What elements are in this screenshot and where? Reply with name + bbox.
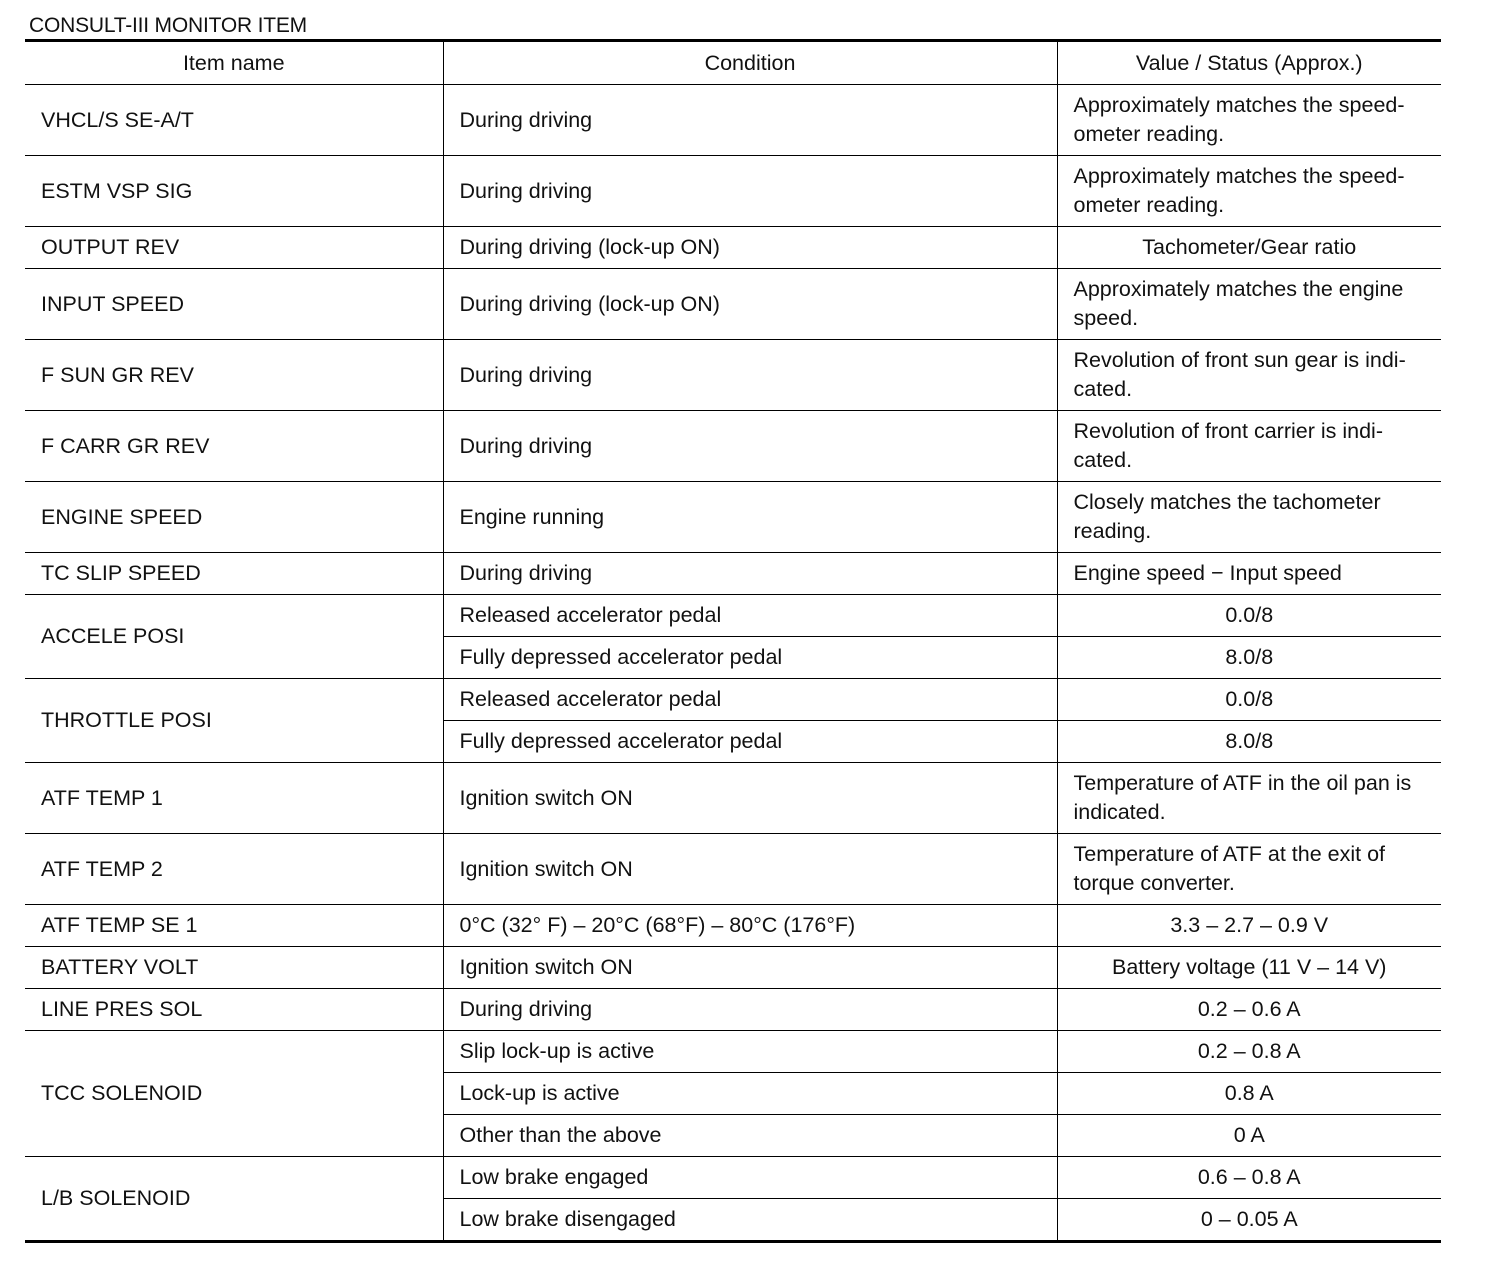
- column-header-value-status: Value / Status (Approx.): [1057, 41, 1441, 85]
- table-row: [25, 1031, 1441, 1073]
- item-name-cell: F SUN GR REV: [25, 340, 443, 411]
- value-cell: 0.6 – 0.8 A: [1057, 1157, 1441, 1199]
- condition-cell: Fully depressed accelerator pedal: [443, 637, 1057, 679]
- item-name-cell: LINE PRES SOL: [25, 989, 443, 1031]
- item-name-cell: TC SLIP SPEED: [25, 553, 443, 595]
- condition-cell: During driving: [443, 553, 1057, 595]
- value-cell: Tachometer/Gear ratio: [1057, 227, 1441, 269]
- item-name-cell: ATF TEMP 2: [25, 834, 443, 905]
- item-name-cell: ESTM VSP SIG: [25, 156, 443, 227]
- table-row: [25, 905, 1441, 947]
- item-name-cell: ATF TEMP SE 1: [25, 905, 443, 947]
- condition-cell: During driving (lock-up ON): [443, 227, 1057, 269]
- value-cell: Approximately matches the speed-ometer reading.: [1057, 85, 1441, 156]
- value-cell: Revolution of front carrier is indi-cated.: [1057, 411, 1441, 482]
- value-cell: Temperature of ATF at the exit of torque converter.: [1057, 834, 1441, 905]
- condition-cell: Ignition switch ON: [443, 947, 1057, 989]
- value-cell: 0.0/8: [1057, 595, 1441, 637]
- condition-cell: During driving: [443, 989, 1057, 1031]
- column-header-item-name: Item name: [25, 41, 443, 85]
- condition-cell: During driving: [443, 156, 1057, 227]
- condition-cell: Ignition switch ON: [443, 763, 1057, 834]
- condition-cell: Low brake engaged: [443, 1157, 1057, 1199]
- table-row: [25, 1157, 1441, 1199]
- value-cell: 0 – 0.05 A: [1057, 1199, 1441, 1242]
- table-row: [25, 553, 1441, 595]
- table-row: [25, 85, 1441, 156]
- value-cell: Closely matches the tachometer reading.: [1057, 482, 1441, 553]
- condition-cell: During driving: [443, 85, 1057, 156]
- item-name-cell: L/B SOLENOID: [25, 1157, 443, 1242]
- value-cell: 0 A: [1057, 1115, 1441, 1157]
- condition-cell: Ignition switch ON: [443, 834, 1057, 905]
- column-header-condition: Condition: [443, 41, 1057, 85]
- condition-cell: Low brake disengaged: [443, 1199, 1057, 1242]
- item-name-cell: OUTPUT REV: [25, 227, 443, 269]
- value-cell: 0.0/8: [1057, 679, 1441, 721]
- monitor-item-table: [25, 39, 1441, 1243]
- value-cell: Approximately matches the speed-ometer reading.: [1057, 156, 1441, 227]
- condition-cell: During driving: [443, 340, 1057, 411]
- condition-cell: Slip lock-up is active: [443, 1031, 1057, 1073]
- document-title: CONSULT-III MONITOR ITEM: [29, 14, 307, 37]
- condition-cell: During driving: [443, 411, 1057, 482]
- table-row: [25, 482, 1441, 553]
- item-name-cell: ATF TEMP 1: [25, 763, 443, 834]
- condition-cell: Lock-up is active: [443, 1073, 1057, 1115]
- table-row: [25, 411, 1441, 482]
- table-row: [25, 834, 1441, 905]
- item-name-cell: TCC SOLENOID: [25, 1031, 443, 1157]
- value-cell: Revolution of front sun gear is indi-cated.: [1057, 340, 1441, 411]
- value-cell: 0.2 – 0.8 A: [1057, 1031, 1441, 1073]
- table-row: [25, 595, 1441, 637]
- value-cell: Temperature of ATF in the oil pan is indicated.: [1057, 763, 1441, 834]
- value-cell: 3.3 – 2.7 – 0.9 V: [1057, 905, 1441, 947]
- table-row: [25, 269, 1441, 340]
- condition-cell: Other than the above: [443, 1115, 1057, 1157]
- table-row: [25, 763, 1441, 834]
- table-row: [25, 156, 1441, 227]
- value-cell: Approximately matches the engine speed.: [1057, 269, 1441, 340]
- value-cell: 8.0/8: [1057, 721, 1441, 763]
- condition-cell: Engine running: [443, 482, 1057, 553]
- table-row: [25, 340, 1441, 411]
- item-name-cell: ENGINE SPEED: [25, 482, 443, 553]
- table-row: [25, 989, 1441, 1031]
- value-cell: 0.8 A: [1057, 1073, 1441, 1115]
- value-cell: Battery voltage (11 V – 14 V): [1057, 947, 1441, 989]
- value-cell: 8.0/8: [1057, 637, 1441, 679]
- condition-cell: During driving (lock-up ON): [443, 269, 1057, 340]
- item-name-cell: BATTERY VOLT: [25, 947, 443, 989]
- table-row: [25, 679, 1441, 721]
- condition-cell: Released accelerator pedal: [443, 679, 1057, 721]
- item-name-cell: F CARR GR REV: [25, 411, 443, 482]
- item-name-cell: INPUT SPEED: [25, 269, 443, 340]
- value-cell: 0.2 – 0.6 A: [1057, 989, 1441, 1031]
- value-cell: Engine speed − Input speed: [1057, 553, 1441, 595]
- condition-cell: 0°C (32° F) – 20°C (68°F) – 80°C (176°F): [443, 905, 1057, 947]
- item-name-cell: THROTTLE POSI: [25, 679, 443, 763]
- item-name-cell: VHCL/S SE-A/T: [25, 85, 443, 156]
- item-name-cell: ACCELE POSI: [25, 595, 443, 679]
- header-row: [25, 41, 1441, 85]
- condition-cell: Released accelerator pedal: [443, 595, 1057, 637]
- table-row: [25, 947, 1441, 989]
- table-row: [25, 227, 1441, 269]
- condition-cell: Fully depressed accelerator pedal: [443, 721, 1057, 763]
